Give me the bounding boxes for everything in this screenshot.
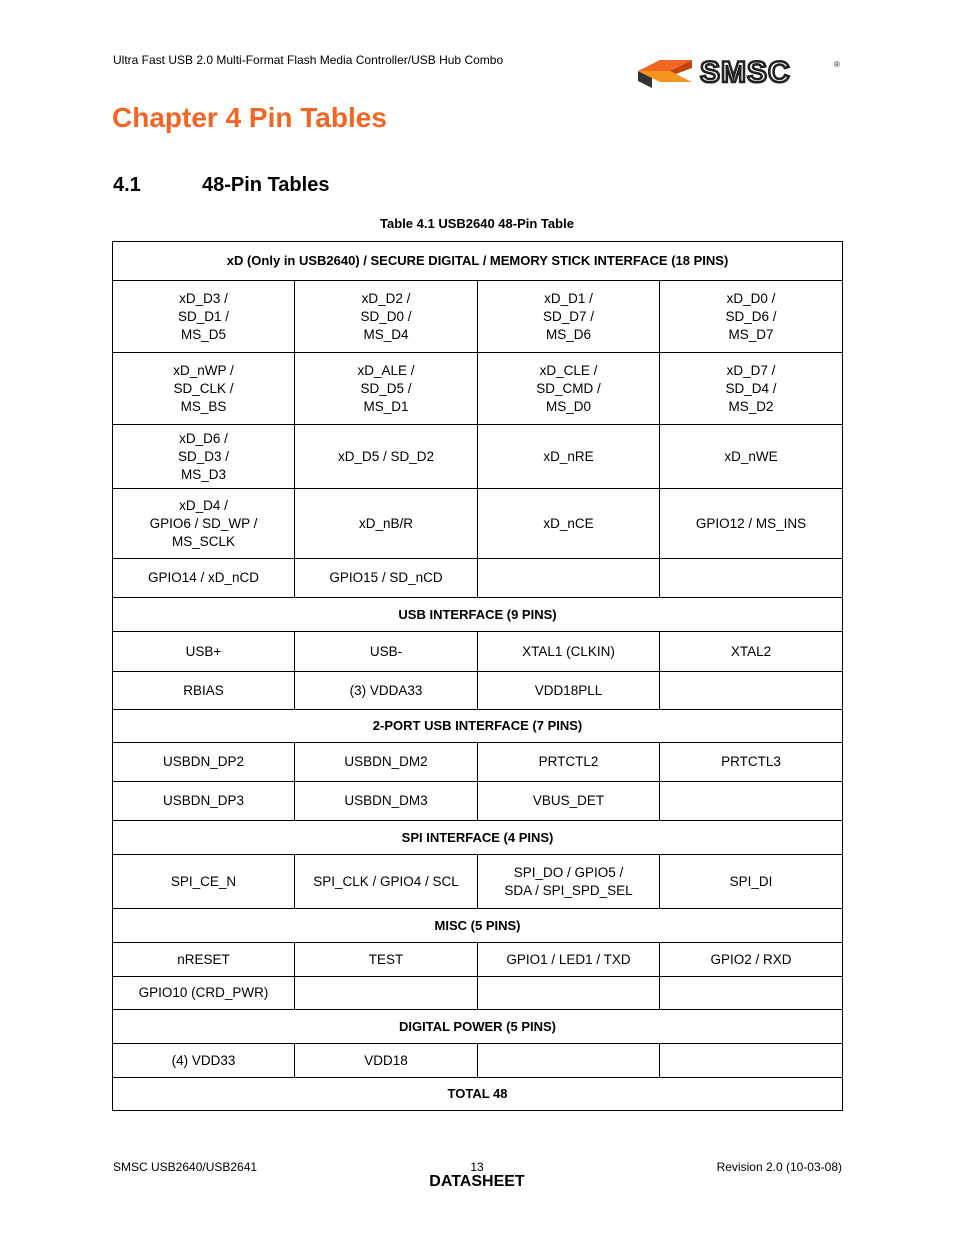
table-cell [660, 1044, 843, 1078]
table-cell: GPIO12 / MS_INS [660, 489, 843, 559]
table-cell: xD_nRE [478, 425, 660, 489]
table-row [113, 1044, 843, 1078]
table-cell: GPIO14 / xD_nCD [113, 559, 295, 598]
table-section-row [113, 710, 843, 743]
table-cell [478, 559, 660, 598]
table-cell: nRESET [113, 943, 295, 977]
section-number: 4.1 [113, 174, 141, 196]
table-caption: Table 4.1 USB2640 48-Pin Table [380, 216, 574, 231]
table-cell: xD_D0 / SD_D6 / MS_D7 [660, 281, 843, 353]
table-cell: xD_D2 / SD_D0 / MS_D4 [295, 281, 478, 353]
table-cell: VBUS_DET [478, 782, 660, 821]
table-section-header: USB INTERFACE (9 PINS) [113, 598, 843, 632]
table-section-header: 2-PORT USB INTERFACE (7 PINS) [113, 710, 843, 743]
table-row [113, 353, 843, 425]
pin-table [112, 241, 843, 1111]
table-section-row [113, 1078, 843, 1111]
table-cell: PRTCTL3 [660, 743, 843, 782]
table-cell: USBDN_DM3 [295, 782, 478, 821]
table-cell: xD_D3 / SD_D1 / MS_D5 [113, 281, 295, 353]
table-cell [660, 672, 843, 710]
table-row [113, 943, 843, 977]
table-cell: xD_nCE [478, 489, 660, 559]
smsc-logo-mark-icon [638, 60, 692, 88]
table-cell: xD_D6 / SD_D3 / MS_D3 [113, 425, 295, 489]
footer-doc-type: DATASHEET [429, 1173, 525, 1190]
table-cell: GPIO10 (CRD_PWR) [113, 977, 295, 1010]
table-cell: VDD18PLL [478, 672, 660, 710]
table-cell: TEST [295, 943, 478, 977]
chapter-title: Chapter 4 Pin Tables [112, 102, 387, 133]
svg-text:®: ® [834, 60, 840, 69]
table-cell: RBIAS [113, 672, 295, 710]
table-row [113, 632, 843, 672]
table-cell: USB+ [113, 632, 295, 672]
table-cell [660, 559, 843, 598]
table-cell: xD_D1 / SD_D7 / MS_D6 [478, 281, 660, 353]
table-section-header: TOTAL 48 [113, 1078, 843, 1111]
table-cell [660, 782, 843, 821]
document-header-title: Ultra Fast USB 2.0 Multi-Format Flash Media Controller/USB Hub Combo [113, 53, 504, 67]
footer-page-number: 13 [470, 1160, 484, 1174]
table-section-row [113, 1010, 843, 1044]
table-cell: SPI_DO / GPIO5 / SDA / SPI_SPD_SEL [478, 855, 660, 909]
table-cell: GPIO1 / LED1 / TXD [478, 943, 660, 977]
svg-text:SMSC: SMSC [700, 56, 791, 89]
table-section-row [113, 909, 843, 943]
table-cell [478, 1044, 660, 1078]
table-row [113, 782, 843, 821]
table-section-row [113, 242, 843, 281]
table-cell: GPIO15 / SD_nCD [295, 559, 478, 598]
table-cell: (3) VDDA33 [295, 672, 478, 710]
table-cell [478, 977, 660, 1010]
table-section-header: MISC (5 PINS) [113, 909, 843, 943]
table-cell: USBDN_DP2 [113, 743, 295, 782]
table-cell: xD_CLE / SD_CMD / MS_D0 [478, 353, 660, 425]
table-section-header: DIGITAL POWER (5 PINS) [113, 1010, 843, 1044]
table-row [113, 489, 843, 559]
section-title: 48-Pin Tables [202, 174, 330, 196]
table-cell: GPIO2 / RXD [660, 943, 843, 977]
table-cell: XTAL1 (CLKIN) [478, 632, 660, 672]
table-cell: xD_nB/R [295, 489, 478, 559]
table-cell: PRTCTL2 [478, 743, 660, 782]
table-cell: SPI_DI [660, 855, 843, 909]
table-cell [295, 977, 478, 1010]
table-cell: xD_ALE / SD_D5 / MS_D1 [295, 353, 478, 425]
table-cell: SPI_CE_N [113, 855, 295, 909]
table-cell: xD_nWE [660, 425, 843, 489]
table-section-header: xD (Only in USB2640) / SECURE DIGITAL / MEMORY STICK INTERFACE (18 PINS) [113, 242, 843, 281]
table-row [113, 425, 843, 489]
table-row [113, 855, 843, 909]
table-cell: USB- [295, 632, 478, 672]
table-row [113, 977, 843, 1010]
table-section-row [113, 821, 843, 855]
table-cell: (4) VDD33 [113, 1044, 295, 1078]
table-cell [660, 977, 843, 1010]
table-section-row [113, 598, 843, 632]
section-heading [113, 174, 329, 197]
table-section-header: SPI INTERFACE (4 PINS) [113, 821, 843, 855]
table-row [113, 672, 843, 710]
smsc-logo [634, 54, 844, 90]
table-cell: USBDN_DP3 [113, 782, 295, 821]
table-row [113, 559, 843, 598]
table-cell: xD_D4 / GPIO6 / SD_WP / MS_SCLK [113, 489, 295, 559]
table-cell: SPI_CLK / GPIO4 / SCL [295, 855, 478, 909]
table-cell: xD_D5 / SD_D2 [295, 425, 478, 489]
table-row [113, 281, 843, 353]
table-cell: USBDN_DM2 [295, 743, 478, 782]
footer-document-id: SMSC USB2640/USB2641 [113, 1160, 258, 1174]
table-row [113, 743, 843, 782]
table-cell: xD_nWP / SD_CLK / MS_BS [113, 353, 295, 425]
table-cell: xD_D7 / SD_D4 / MS_D2 [660, 353, 843, 425]
table-cell: XTAL2 [660, 632, 843, 672]
footer-revision: Revision 2.0 (10-03-08) [716, 1160, 842, 1174]
table-cell: VDD18 [295, 1044, 478, 1078]
